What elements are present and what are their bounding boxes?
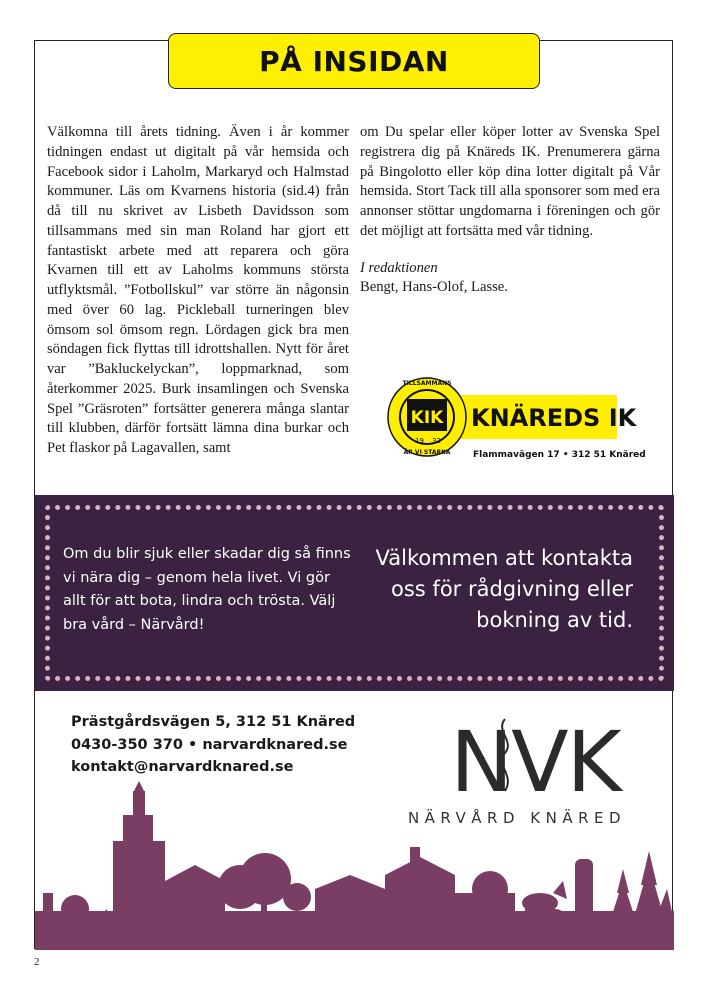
badge-letters: KIK bbox=[410, 408, 444, 428]
article-left-column: Välkomna till årets tidning. Även i år kommer tidningen endast ut digitalt på vår hemsida och Facebook sidor i Laholm, Markaryd och Halmstad kommuner. Läs om Kvarnens historia (sid.4) från då till nu skrivet av Lisbeth Davidsson som tillsammans med sin man Roland har gjort ett fantastiskt arbete med att reparera och göra Kvarnen till ett av Laholms kommuns största utflyktsmål. ”Fotbollskul” var större än någonsin med över 60 lag. Pickleball turneringen blev ömsom sol ömsom regn. Lördagen gick bra men söndagen fick flyttas till idrottshallen. Nytt för året var ”Bakluckelyckan”, loppmarknad, som återkommer 2025. Burk insamlingen och Svenska Spel ”Gräsroten” fortsätter generera många slantar till klubben, därför fortsätt lämna dina burkar och Pet flaskor på Lagavallen, samt bbox=[47, 124, 349, 456]
signoff-label: I redaktionen bbox=[360, 259, 438, 276]
contact-phone-web[interactable]: 0430-350 370 • narvardknared.se bbox=[71, 736, 348, 753]
club-name: KNÄREDS IK bbox=[471, 404, 637, 432]
narvard-contact bbox=[71, 711, 355, 779]
page-number: 2 bbox=[34, 956, 40, 968]
narvard-name: NÄRVÅRD KNÄRED bbox=[407, 809, 627, 827]
banner-left-text: Om du blir sjuk eller skadar dig så finns vi nära dig – genom hela livet. Vi gör allt för att bota, lindra och trösta. Välj bra vård – Närvård! bbox=[63, 546, 351, 633]
badge-bottom-text: ÄR VI STARKA bbox=[403, 449, 451, 456]
badge-year-right: 32 bbox=[432, 437, 441, 445]
section-title: PÅ INSIDAN bbox=[259, 44, 449, 78]
narvard-banner bbox=[35, 495, 674, 691]
page-frame bbox=[34, 40, 673, 949]
badge-top-text: TILLSAMMANS bbox=[402, 380, 452, 387]
narvard-nvk-logo bbox=[435, 711, 635, 811]
banner-right-text: Välkommen att kontakta oss för rådgivning eller bokning av tid. bbox=[375, 546, 633, 632]
article-right-column bbox=[360, 123, 660, 298]
section-title-box bbox=[168, 33, 540, 89]
contact-email[interactable]: kontakt@narvardknared.se bbox=[71, 759, 294, 775]
contact-address: Prästgårdsvägen 5, 312 51 Knäred bbox=[71, 714, 356, 730]
badge-year-left: 19 bbox=[415, 437, 424, 445]
nvk-mark: NVK bbox=[450, 713, 620, 811]
knareds-ik-logo bbox=[385, 373, 646, 465]
article-right-text: om Du spelar eller köper lotter av Svenska Spel registrera dig på Knäreds IK. Prenumerera gärna på Bingolotto eller köp dina lotter digitalt på Vår hemsida. Stort Tack till alla sponsorer som med era annonser stöttar ungdomarna i föreningen och gör det möjligt att fortsätta med vår tidning. bbox=[360, 124, 660, 239]
signoff-names: Bengt, Hans-Olof, Lasse. bbox=[360, 279, 508, 296]
club-address: Flammavägen 17 • 312 51 Knäred bbox=[473, 450, 646, 460]
